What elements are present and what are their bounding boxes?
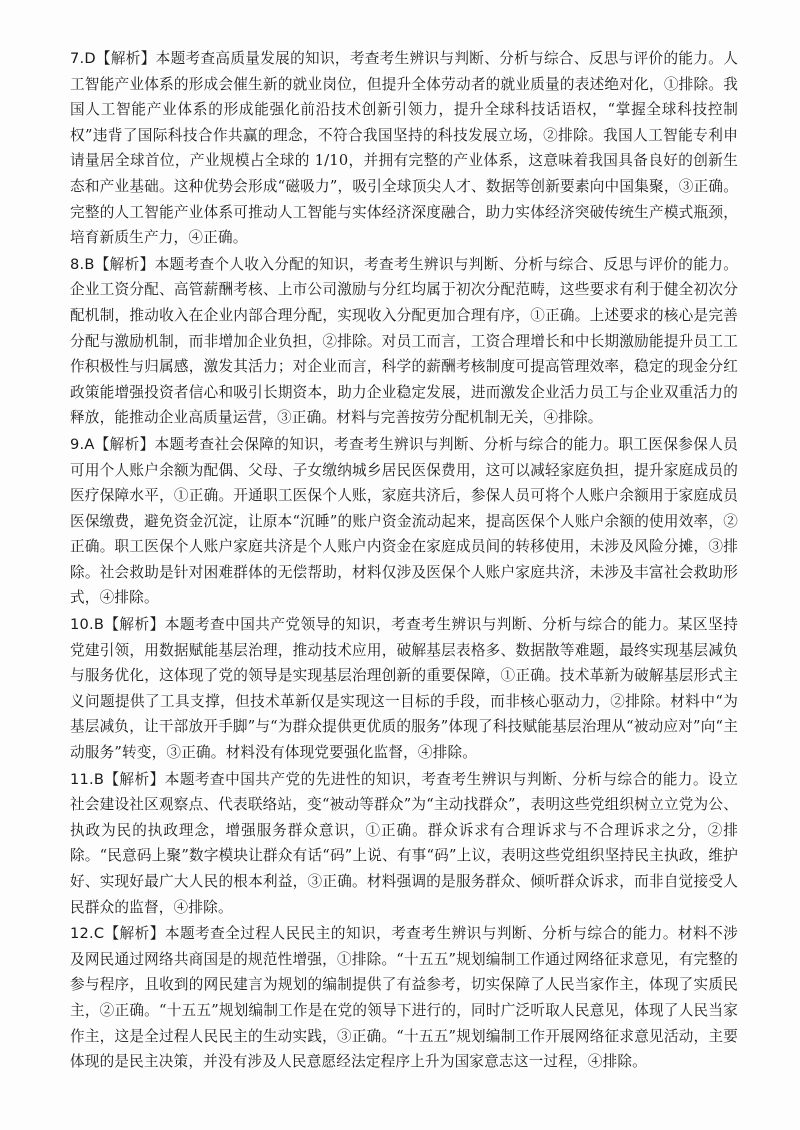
answer-10-choice: B bbox=[93, 616, 105, 634]
answer-7-number: 7. bbox=[70, 50, 85, 67]
answer-12-text: 本题考查全过程人民民主的知识，考查考生辨识与判断、分析与综合的能力。材料不涉及网民通过网络共商国是的规范性增强，①排除。“十五五”规划编制工作通过网络征求意见，有完整的参与程序，且收到的网民建言为规划的编制提供了有益参考，切实保障了人民当家作主，体现了实质民主，②正确。“十五五”规划编制工作是在党的领导下进行的，同时广泛听取人民意见，体现了人民当家作主，这是全过程人民民主的生动实践，③正确。“十五五”规划编制工作开展网络征求意见活动，主要体现的是民主决策，并没有涉及人民意愿经法定程序上升为国家意志这一过程，④排除。 bbox=[70, 925, 738, 1071]
answer-11-number: 11. bbox=[70, 770, 94, 788]
answer-9-choice: A bbox=[84, 435, 95, 453]
answer-8-number: 8. bbox=[70, 255, 85, 273]
answer-8-tag: 【解析】 bbox=[94, 255, 155, 273]
answer-9 bbox=[70, 432, 738, 611]
answer-8-text: 本题考查个人收入分配的知识，考查考生辨识与判断、分析与综合、反思与评价的能力。企业工资分配、高管薪酬考核、上市公司激励与分红均属于初次分配范畴，这些要求有利于健全初次分配机制，推动收入在企业内部合理分配，实现收入分配更加合理有序，①正确。上述要求的核心是完善分配与激励机制，而非增加企业负担，②排除。对员工而言，工资合理增长和中长期激励能提升员工工作积极性与归属感，激发其活力；对企业而言，科学的薪酬考核制度可提高管理效率，稳定的现金分红政策能增强投资者信心和吸引长期资本，助力企业稳定发展，进而激发企业活力员工与企业双重活力的释放，能推动企业高质量运营，③正确。材料与完善按劳分配机制无关，④排除。 bbox=[70, 255, 738, 427]
answer-11-tag: 【解析】 bbox=[104, 770, 165, 788]
answer-11-choice: B bbox=[93, 770, 105, 788]
answer-10-tag: 【解析】 bbox=[104, 616, 165, 634]
answer-10-number: 10. bbox=[70, 616, 94, 634]
answer-12-choice: C bbox=[93, 925, 105, 943]
answer-7-choice: D bbox=[84, 50, 96, 67]
answer-9-tag: 【解析】 bbox=[94, 435, 155, 453]
answer-12 bbox=[70, 921, 738, 1075]
answer-12-tag: 【解析】 bbox=[104, 925, 165, 943]
answer-11 bbox=[70, 767, 738, 921]
answer-10-text: 本题考查中国共产党领导的知识，考查考生辨识与判断、分析与综合的能力。某区坚持党建引领，用数据赋能基层治理，推动技术应用，破解基层表格多、数据散等难题，最终实现基层减负与服务优化，这体现了党的领导是实现基层治理创新的重要保障，①正确。技术革新为破解基层形式主义问题提供了工具支撑，但技术革新仅是实现这一目标的手段，而非核心驱动力，②排除。材料中“为基层减负，让干部放开手脚”与“为群众提供更优质的服务”体现了科技赋能基层治理从“被动应对”向“主动服务”转变，③正确。材料没有体现党要强化监督，④排除。 bbox=[70, 616, 738, 762]
answer-7-tag: 【解析】 bbox=[95, 50, 156, 67]
answer-9-number: 9. bbox=[70, 435, 85, 453]
answer-8-choice: B bbox=[84, 255, 95, 273]
answer-10 bbox=[70, 612, 738, 766]
answer-11-text: 本题考查中国共产党的先进性的知识，考查考生辨识与判断、分析与综合的能力。设立社会建设社区观察点、代表联络站，变“被动等群众”为“主动找群众”，表明这些党组织树立立党为公、执政为民的执政理念，增强服务群众意识，①正确。群众诉求有合理诉求与不合理诉求之分，②排除。“民意码上聚”数字模块让群众有话“码”上说、有事“码”上议，表明这些党组织坚持民主执政，维护好、实现好最广大人民的根本利益，③正确。材料强调的是服务群众、倾听群众诉求，而非自觉接受人民群众的监督，④排除。 bbox=[70, 770, 738, 916]
answer-9-text: 本题考查社会保障的知识，考查考生辨识与判断、分析与综合的能力。职工医保参保人员可用个人账户余额为配偶、父母、子女缴纳城乡居民医保费用，这可以减轻家庭负担，提升家庭成员的医疗保障水平，①正确。开通职工医保个人账，家庭共济后，参保人员可将个人账户余额用于家庭成员医保缴费，避免资金沉淀，让原本“沉睡”的账户资金流动起来，提高医保个人账户余额的使用效率，②正确。职工医保个人账户家庭共济是个人账户内资金在家庭成员间的转移使用，未涉及风险分摊，③排除。社会救助是针对困难群体的无偿帮助，材料仅涉及医保个人账户家庭共济，未涉及丰富社会救助形式，④排除。 bbox=[70, 435, 738, 607]
answer-12-number: 12. bbox=[70, 925, 94, 943]
answer-7 bbox=[70, 46, 738, 251]
answer-7-text: 本题考查高质量发展的知识，考查考生辨识与判断、分析与综合、反思与评价的能力。人工智能产业体系的形成会催生新的就业岗位，但提升全体劳动者的就业质量的表述绝对化，①排除。我国人工智能产业体系的形成能强化前沿技术创新引领力，提升全球科技话语权，“掌握全球科技控制权”违背了国际科技合作共赢的理念，不符合我国坚持的科技发展立场，②排除。我国人工智能专利申请量居全球首位，产业规模占全球的 1/10，并拥有完整的产业体系，这意味着我国具备良好的创新生态和产业基础。这种优势会形成“磁吸力”，吸引全球顶尖人才、数据等创新要素向中国集聚，③正确。完整的人工智能产业体系可推动人工智能与实体经济深度融合，助力实体经济突破传统生产模式瓶颈，培育新质生产力，④正确。 bbox=[70, 50, 738, 247]
answer-8 bbox=[70, 252, 738, 431]
